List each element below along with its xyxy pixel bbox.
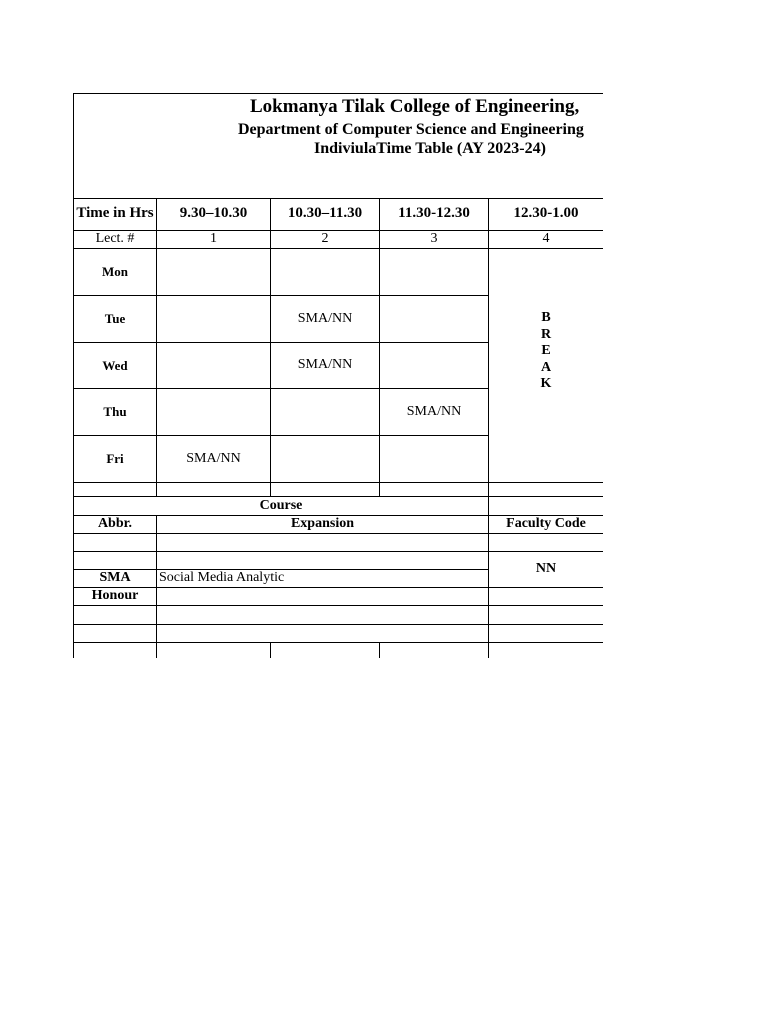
- abbr-header: Abbr.: [74, 516, 157, 534]
- slot-4-header: 12.30-1.00: [489, 198, 603, 231]
- lect-number-3: 3: [380, 231, 489, 249]
- tue-slot-2: SMA/NN: [271, 296, 380, 343]
- blank-cell: [271, 643, 380, 658]
- day-label-thu: Thu: [74, 389, 157, 436]
- thu-slot-3: SMA/NN: [380, 389, 489, 436]
- break-letter: K: [540, 376, 552, 392]
- blank-cell: [271, 483, 380, 497]
- blank-cell: [157, 588, 489, 606]
- college-name: Lokmanya Tilak College of Engineering,: [250, 96, 580, 117]
- break-letter: A: [540, 359, 552, 375]
- mon-slot-2: [271, 249, 380, 296]
- blank-cell: [74, 606, 157, 625]
- blank-cell: [74, 483, 157, 497]
- lect-number-4: 4: [489, 231, 603, 249]
- fri-slot-1: SMA/NN: [157, 436, 271, 483]
- course-abbr-sma: SMA: [74, 570, 157, 588]
- blank-cell: [380, 643, 489, 658]
- mon-slot-3: [380, 249, 489, 296]
- blank-cell: [489, 534, 603, 552]
- blank-cell: [489, 643, 603, 658]
- mon-slot-1: [157, 249, 271, 296]
- lect-label-cell: Lect. #: [74, 231, 157, 249]
- break-letter: E: [541, 343, 551, 359]
- thu-slot-2: [271, 389, 380, 436]
- blank-cell: [74, 534, 157, 552]
- blank-cell: [74, 625, 157, 643]
- thu-slot-1: [157, 389, 271, 436]
- course-heading: Course: [74, 497, 489, 516]
- blank-cell: [380, 483, 489, 497]
- break-letter: R: [540, 326, 552, 342]
- blank-cell: [489, 483, 603, 497]
- blank-cell: [74, 552, 157, 570]
- expansion-header: Expansion: [157, 516, 489, 534]
- timetable-header: [74, 94, 603, 199]
- course-expansion-sma: Social Media Analytic: [157, 570, 489, 588]
- lect-number-2: 2: [271, 231, 380, 249]
- break-cell: [489, 249, 603, 483]
- blank-cell: [157, 483, 271, 497]
- blank-cell: [489, 497, 603, 516]
- slot-1-header: 9.30–10.30: [157, 198, 271, 231]
- time-label-cell: Time in Hrs: [74, 198, 157, 231]
- honour-label: Honour: [74, 588, 157, 606]
- day-label-tue: Tue: [74, 296, 157, 343]
- lect-number-1: 1: [157, 231, 271, 249]
- slot-2-header: 10.30–11.30: [271, 198, 380, 231]
- blank-cell: [157, 625, 489, 643]
- blank-cell: [157, 534, 489, 552]
- blank-cell: [157, 606, 489, 625]
- break-letter: B: [541, 310, 551, 326]
- timetable-grid: [73, 93, 603, 658]
- blank-cell: [489, 606, 603, 625]
- tue-slot-3: [380, 296, 489, 343]
- fri-slot-2: [271, 436, 380, 483]
- blank-cell: [74, 643, 157, 658]
- timetable-title: IndiviulaTime Table (AY 2023-24): [314, 140, 546, 157]
- fri-slot-3: [380, 436, 489, 483]
- tue-slot-1: [157, 296, 271, 343]
- faculty-code-header: Faculty Code: [489, 516, 603, 534]
- day-label-mon: Mon: [74, 249, 157, 296]
- blank-cell: [157, 552, 489, 570]
- timetable-sheet: [73, 93, 603, 658]
- blank-cell: [489, 625, 603, 643]
- wed-slot-3: [380, 343, 489, 389]
- department-name: Department of Computer Science and Engineering: [238, 121, 584, 138]
- slot-3-header: 11.30-12.30: [380, 198, 489, 231]
- wed-slot-2: SMA/NN: [271, 343, 380, 389]
- faculty-code-nn: NN: [489, 552, 603, 588]
- day-label-wed: Wed: [74, 343, 157, 389]
- blank-cell: [489, 588, 603, 606]
- wed-slot-1: [157, 343, 271, 389]
- day-label-fri: Fri: [74, 436, 157, 483]
- blank-cell: [157, 643, 271, 658]
